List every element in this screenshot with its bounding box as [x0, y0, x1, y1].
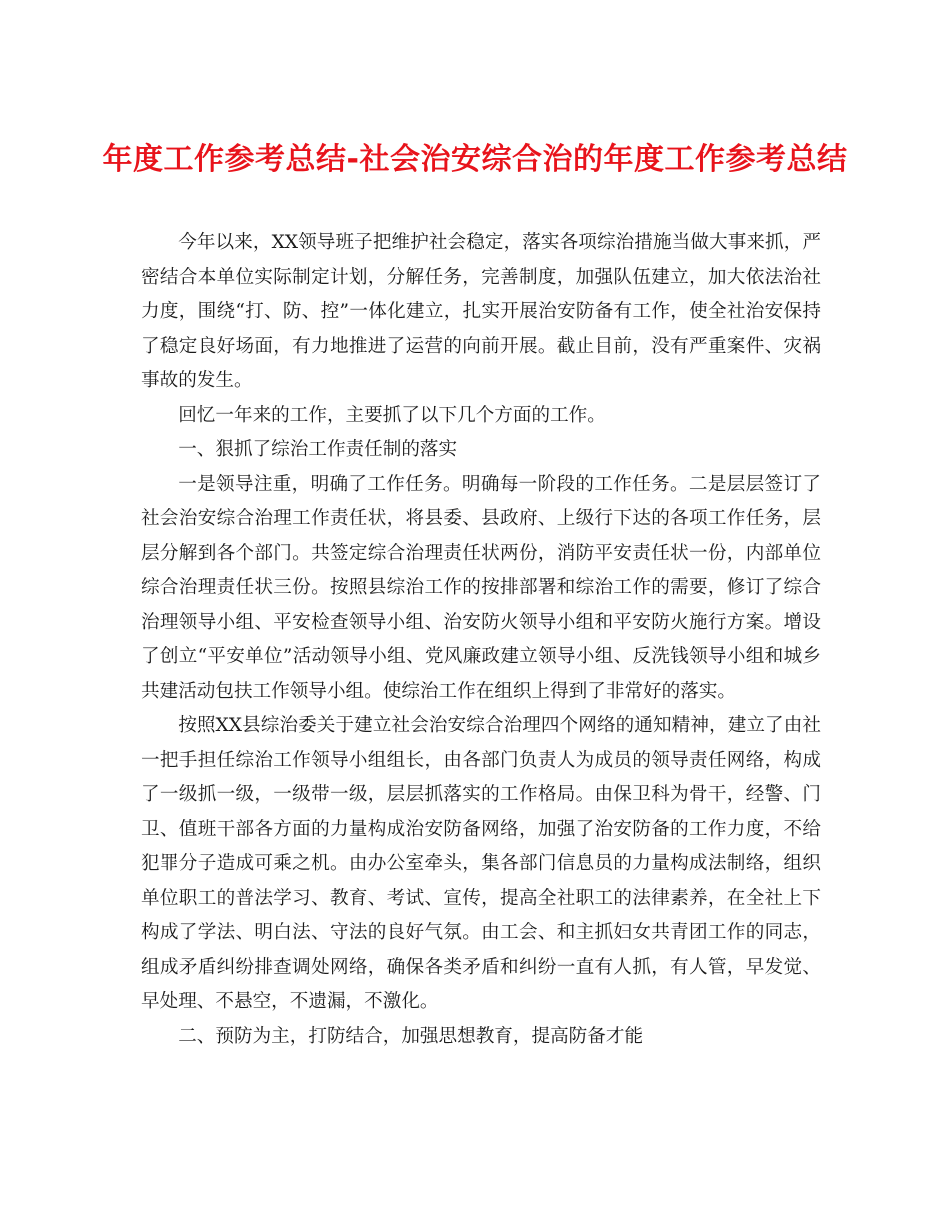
section-heading-1: 一、狠抓了综治工作责任制的落实	[178, 439, 458, 460]
paragraph-networks: 按照XX县综治委关于建立社会治安综合治理四个网络的通知精神，建立了由社一把手担任综治工作领导小组组长，由各部门负责人为成员的领导责任网络，构成了一级抓一级，一级带一级，层层抓落实的工作格局。由保卫科为骨干，经警、门卫、值班干部各方面的力量构成治安防备网络，加强了治安防备的工作力度，不给犯罪分子造成可乘之机。由办公室牵头，集各部门信息员的力量构成法制络，组织单位职工的普法学习、教育、考试、宣传，提高全社职工的法律素养，在全社上下构成了学法、明白法、守法的良好气氛。由工会、和主抓妇女共青团工作的同志，组成矛盾纠纷排查调处网络，确保各类矛盾和纠纷一直有人抓，有人管，早发觉、早处理、不悬空，不遗漏，不激化。	[141, 715, 821, 1012]
paragraph-responsibility: 一是领导注重，明确了工作任务。明确每一阶段的工作任务。二是层层签订了社会治安综合治理工作责任状，将县委、县政府、上级行下达的各项工作任务，层层分解到各个部门。共签定综合治理责任状两份，消防平安责任状一份，内部单位综合治理责任状三份。按照县综治工作的按排部署和综治工作的需要，修订了综合治理领导小组、平安检查领导小组、治安防火领导小组和平安防火施行方案。增设了创立“平安单位”活动领导小组、党风廉政建立领导小组、反洗钱领导小组和城乡共建活动包扶工作领导小组。使综治工作在组织上得到了非常好的落实。	[141, 473, 821, 702]
document-title: 年度工作参考总结-社会治安综合治的年度工作参考总结	[102, 142, 848, 177]
section-heading-2: 二、预防为主，打防结合，加强思想教育，提高防备才能	[178, 1025, 644, 1047]
paragraph-intro: 今年以来，XX领导班子把维护社会稳定，落实各项综治措施当做大事来抓，严密结合本单位实际制定计划，分解任务，完善制度，加强队伍建立，加大依法治社力度，围绕“打、防、控”一体化建立，扎实开展治安防备有工作，使全社治安保持了稳定良好场面，有力地推进了运营的向前开展。截止目前，没有严重案件、灾祸事故的发生。	[141, 232, 821, 391]
paragraph-review: 回忆一年来的工作，主要抓了以下几个方面的工作。	[178, 404, 606, 426]
document-body	[141, 226, 821, 1054]
